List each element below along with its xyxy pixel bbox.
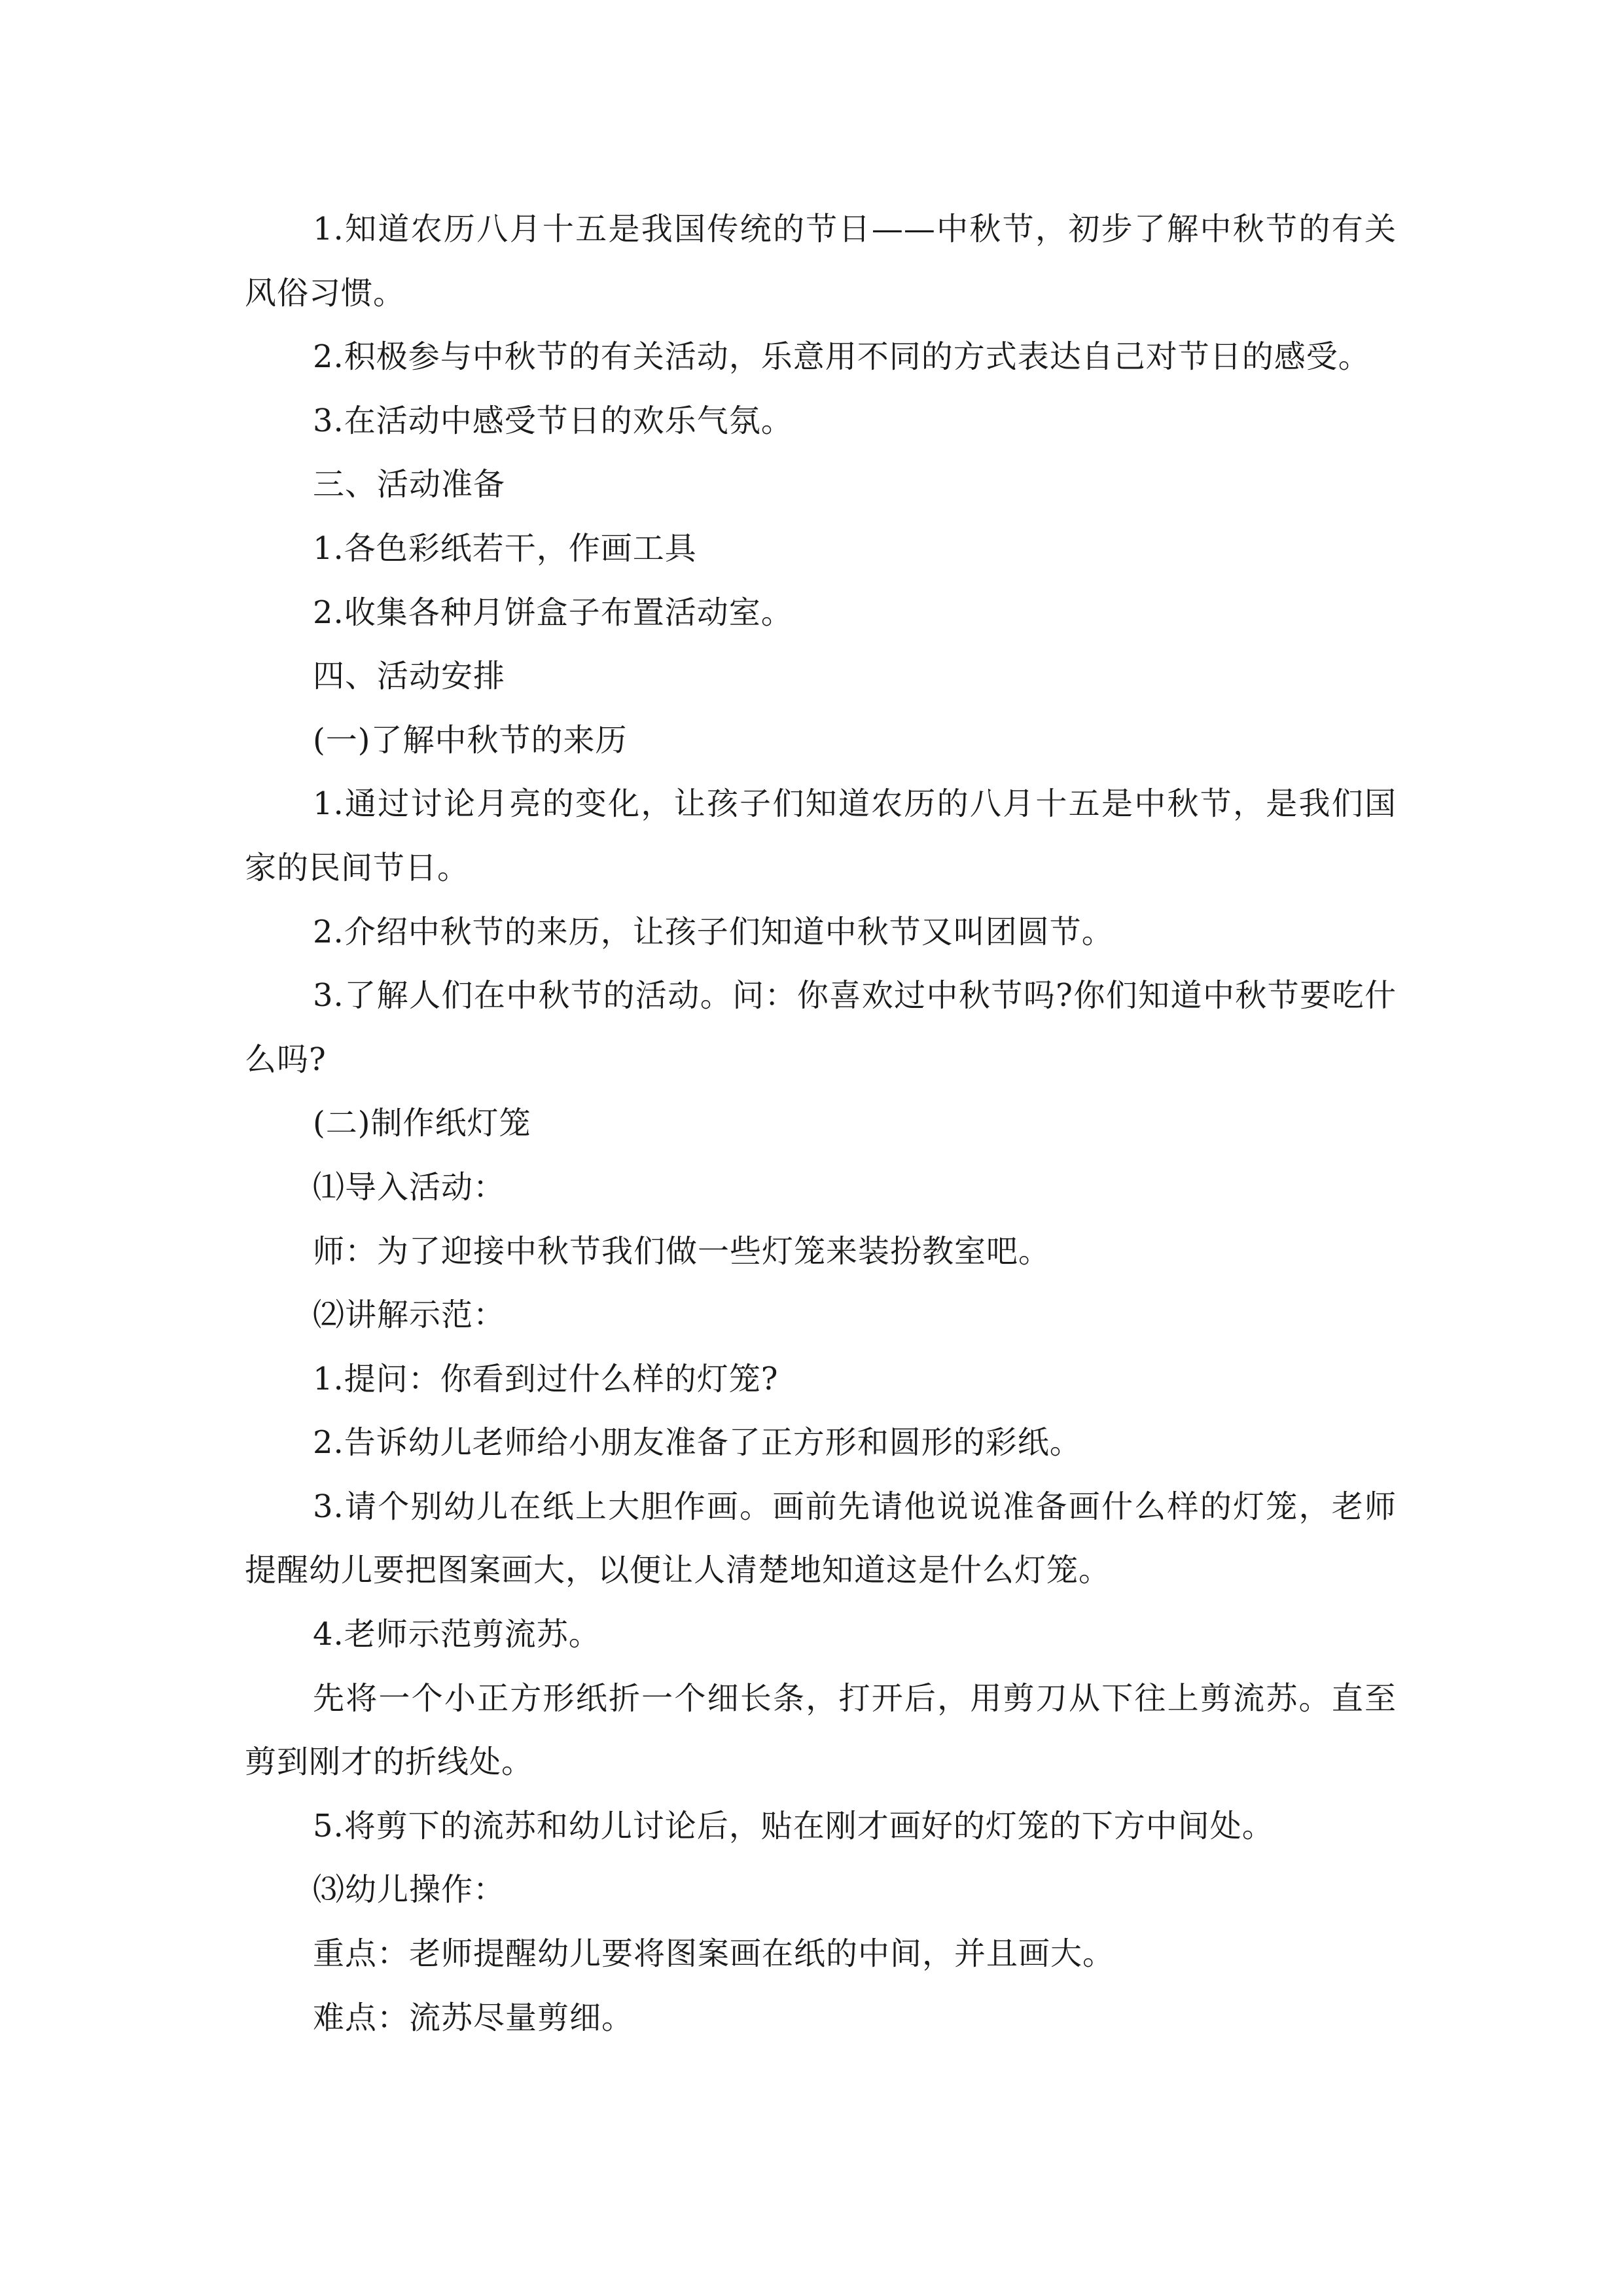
paragraph-demo-4: 4.老师示范剪流苏。 [313,1616,601,1653]
paragraph-difficulty: 难点：流苏尽量剪细。 [313,1999,634,2036]
paragraph-origin-2: 2.介绍中秋节的来历，让孩子们知道中秋节又叫团圆节。 [313,913,1114,950]
paragraph-prep-1: 1.各色彩纸若干，作画工具 [313,529,697,567]
section-heading-arrangement: 四、活动安排 [313,658,506,695]
paragraph-goal-2: 2.积极参与中秋节的有关活动，乐意用不同的方式表达自己对节日的感受。 [313,338,1370,376]
paragraph-demo-1: 1.提问：你看到过什么样的灯笼? [313,1360,779,1397]
paragraph-prep-2: 2.收集各种月饼盒子布置活动室。 [313,594,793,631]
paragraph-goal-1: 1.知道农历八月十五是我国传统的节日——中秋节，初步了解中秋节的有关风俗习惯。 [245,211,1397,312]
subheading-lantern: (二)制作纸灯笼 [313,1105,531,1142]
paragraph-demo-tassel: 先将一个小正方形纸折一个细长条，打开后，用剪刀从下往上剪流苏。直至剪到刚才的折线处。 [245,1679,1397,1781]
paragraph-demo-5: 5.将剪下的流苏和幼儿讨论后，贴在刚才画好的灯笼的下方中间处。 [313,1807,1274,1844]
paragraph-demo-2: 2.告诉幼儿老师给小朋友准备了正方形和圆形的彩纸。 [313,1424,1082,1462]
document-body [245,198,1397,2050]
step-intro-heading: ⑴导入活动： [313,1168,506,1206]
step-demo-heading: ⑵讲解示范： [313,1297,506,1334]
paragraph-origin-1: 1.通过讨论月亮的变化，让孩子们知道农历的八月十五是中秋节，是我们国家的民间节日。 [245,785,1397,886]
paragraph-demo-3: 3.请个别幼儿在纸上大胆作画。画前先请他说说准备画什么样的灯笼，老师提醒幼儿要把图案画大，以便让人清楚地知道这是什么灯笼。 [245,1488,1397,1589]
paragraph-teacher-intro: 师：为了迎接中秋节我们做一些灯笼来装扮教室吧。 [313,1232,1051,1270]
paragraph-key-point: 重点：老师提醒幼儿要将图案画在纸的中间，并且画大。 [313,1935,1115,1973]
paragraph-goal-3: 3.在活动中感受节日的欢乐气氛。 [313,402,793,439]
paragraph-origin-3: 3.了解人们在中秋节的活动。问：你喜欢过中秋节吗?你们知道中秋节要吃什么吗? [245,977,1397,1078]
section-heading-preparation: 三、活动准备 [313,466,506,503]
subheading-origin: (一)了解中秋节的来历 [313,721,628,759]
step-operation-heading: ⑶幼儿操作： [313,1871,506,1909]
